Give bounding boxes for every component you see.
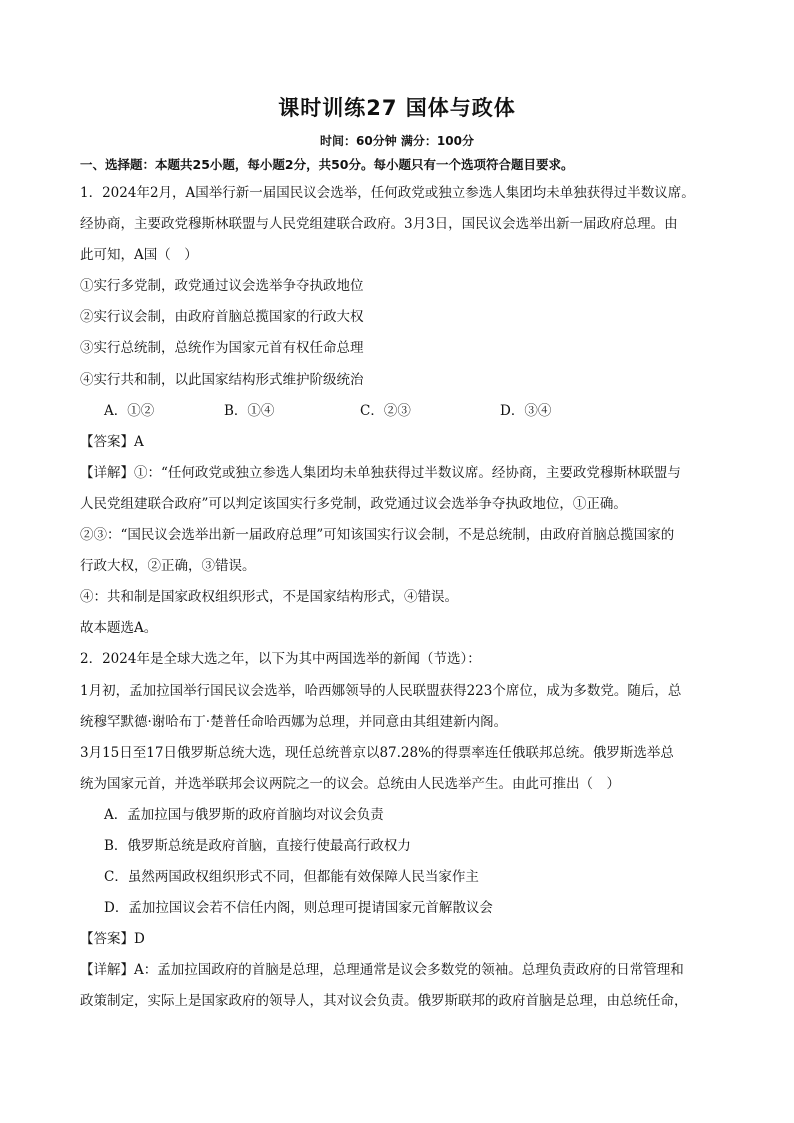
q2-stem-line-4: 3月15日至17日俄罗斯总统大选，现任总统普京以87.28%的得票率连任俄联邦总统。俄罗斯选举总	[80, 744, 674, 761]
q2-answer: 【答案】D	[80, 931, 145, 948]
q1-options	[80, 396, 720, 427]
q2-option-a: A．孟加拉国与俄罗斯的政府首脑均对议会负责	[104, 806, 384, 823]
page-title: 课时训练27 国体与政体	[278, 96, 516, 120]
q2-option-d: D．孟加拉国议会若不信任内阁，则总理可提请国家元首解散议会	[104, 900, 493, 917]
q1-analysis-line-1: 【详解】①：“任何政党或独立参选人集团均未单独获得过半数议席。经协商，主要政党穆斯林联盟与	[80, 464, 681, 481]
question-content	[80, 178, 720, 1018]
q2-stem-line-1: 2．2024年是全球大选之年，以下为其中两国选举的新闻（节选）：	[80, 651, 481, 668]
q2-stem-line-5: 统为国家元首，并选举联邦会议两院之一的议会。总统由人民选举产生。由此可推出（ ）	[80, 775, 620, 792]
q1-item-1: ①实行多党制，政党通过议会选举争夺执政地位	[80, 278, 364, 295]
q2-analysis-line-2: 政策制定，实际上是国家政府的领导人，其对议会负责。俄罗斯联邦的政府首脑是总理，由总统任命，	[80, 993, 688, 1010]
section-header: 一、选择题：本题共25小题，每小题2分，共50分。每小题只有一个选项符合题目要求。	[80, 157, 574, 172]
q1-answer: 【答案】A	[80, 433, 144, 450]
q1-stem-line-3: 此可知，A国（ ）	[80, 247, 198, 264]
q1-analysis-line-5: ④：共和制是国家政权组织形式，不是国家结构形式，④错误。	[80, 589, 458, 606]
q2-analysis-line-1: 【详解】A：孟加拉国政府的首脑是总理，总理通常是议会多数党的领袖。总理负责政府的日常管理和	[80, 962, 684, 979]
q2-option-b: B．俄罗斯总统是政府首脑，直接行使最高行政权力	[104, 837, 411, 854]
q2-stem-line-2: 1月初，孟加拉国举行国民议会选举，哈西娜领导的人民联盟获得223个席位，成为多数党。随后，总	[80, 682, 682, 699]
q1-analysis-line-2: 人民党组建联合政府”可以判定该国实行多党制，政党通过议会选举争夺执政地位，①正确。	[80, 495, 627, 512]
q1-analysis-line-3: ②③：“国民议会选举出新一届政府总理”可知该国实行议会制，不是总统制，由政府首脑总揽国家的	[80, 527, 675, 544]
q2-option-c: C．虽然两国政权组织形式不同，但都能有效保障人民当家作主	[104, 869, 479, 886]
q1-option-b: B．①④	[224, 402, 275, 419]
exam-meta: 时间：60分钟 满分：100分	[320, 134, 474, 148]
q1-item-4: ④实行共和制，以此国家结构形式维护阶级统治	[80, 371, 364, 388]
q1-analysis-line-6: 故本题选A。	[80, 620, 158, 637]
q1-analysis-line-4: 行政大权，②正确，③错误。	[80, 558, 256, 575]
q1-option-c: C．②③	[360, 402, 411, 419]
q1-item-2: ②实行议会制，由政府首脑总揽国家的行政大权	[80, 309, 364, 326]
q1-stem-line-2: 经协商，主要政党穆斯林联盟与人民党组建联合政府。3月3日，国民议会选举出新一届政府总理。由	[80, 216, 678, 233]
q1-item-3: ③实行总统制，总统作为国家元首有权任命总理	[80, 340, 364, 357]
q1-stem-line-1: 1．2024年2月，A国举行新一届国民议会选举，任何政党或独立参选人集团均未单独获得过半数议席。	[80, 185, 695, 201]
q1-option-a: A．①②	[104, 402, 155, 419]
q2-stem-line-3: 统穆罕默德·谢哈布丁·楚普任命哈西娜为总理，并同意由其组建新内阁。	[80, 713, 508, 730]
q1-option-d: D．③④	[500, 402, 552, 419]
